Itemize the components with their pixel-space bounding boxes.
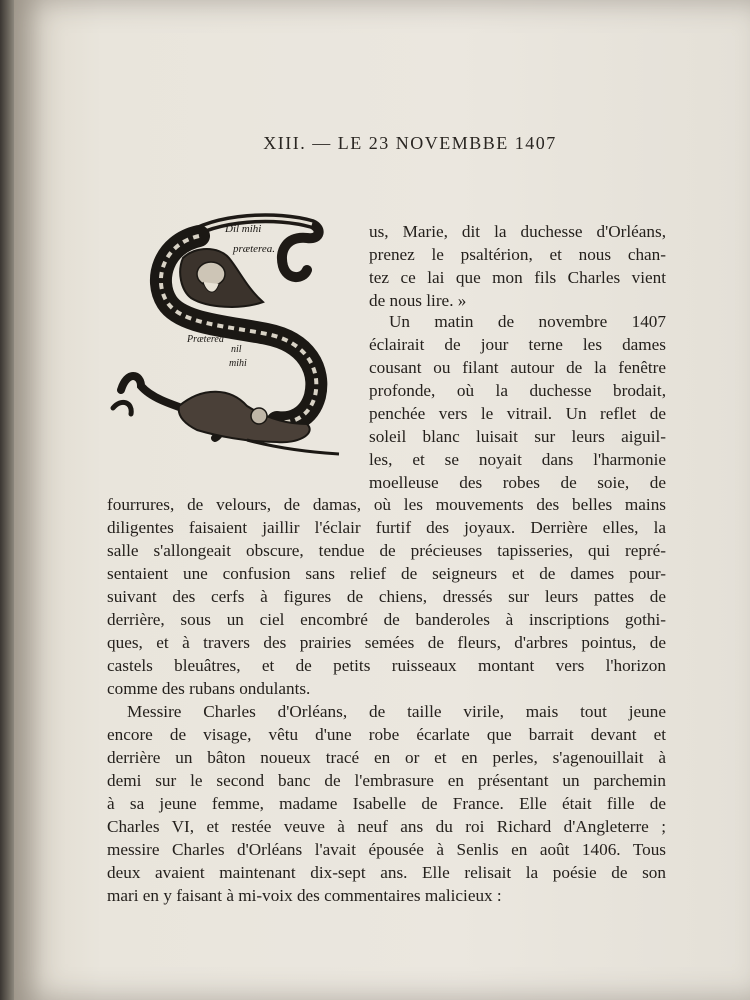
- text-line: derrière, sous un ciel encombré de banderoles à inscriptions gothi-: [107, 610, 666, 629]
- text-line: soleil blanc luisait sur leurs aiguil-: [369, 427, 666, 446]
- chapter-heading: XIII. — LE 23 NOVEMBBE 1407: [263, 133, 557, 153]
- text-line: cousant ou filant autour de la fenêtre: [369, 358, 666, 377]
- text-line: penchée vers le vitrail. Un reflet de: [369, 404, 666, 423]
- text-line: Charles VI, et restée veuve à neuf ans du roi Richard d'Angleterre ;: [107, 817, 666, 836]
- initial-inscription-5: mihi: [229, 358, 247, 369]
- text-line: us, Marie, dit la duchesse d'Orléans,: [369, 222, 666, 241]
- text-line: moelleuse des robes de soie, de: [369, 473, 666, 492]
- text-line: Un matin de novembre 1407: [389, 312, 666, 331]
- text-line: castels bleuâtres, et de petits ruisseaux montant vers l'horizon: [107, 656, 666, 675]
- text-line: deux avaient maintenant dix-sept ans. Elle relisait la poésie de son: [107, 863, 666, 882]
- text-line: sentaient une confusion sans relief de seigneurs et de dames pour-: [107, 564, 666, 583]
- text-line: de nous lire. »: [369, 291, 467, 310]
- text-line: demi sur le second banc de l'embrasure en présentant un parchemin: [107, 771, 666, 790]
- text-line: derrière un bâton noueux tracé en or et en perles, s'agenouillait à: [107, 748, 666, 767]
- text-line: salle s'allongeait obscure, tendue de précieuses tapisseries, qui repré-: [107, 541, 666, 560]
- initial-inscription-1: Dil mihi: [225, 223, 262, 235]
- text-line: suivant des cerfs à figures de chiens, dressés sur leurs pattes de: [107, 587, 666, 606]
- illuminated-initial: [107, 210, 353, 465]
- book-gutter: [0, 0, 14, 1000]
- text-line: comme des rubans ondulants.: [107, 679, 311, 698]
- text-line: fourrures, de velours, de damas, où les mouvements des belles mains: [107, 495, 666, 514]
- initial-inscription-4: nil: [231, 344, 242, 355]
- initial-inscription-2: præterea.: [233, 243, 276, 255]
- text-line: messire Charles d'Orléans l'avait épousée à Senlis en août 1406. Tous: [107, 840, 666, 859]
- text-line: prenez le psaltérion, et nous chan-: [369, 245, 666, 264]
- text-line: encore de visage, vêtu d'une robe écarlate que barrait devant et: [107, 725, 666, 744]
- text-line: à sa jeune femme, madame Isabelle de France. Elle était fille de: [107, 794, 666, 813]
- initial-inscription-3: Præterea: [187, 334, 224, 345]
- text-line: Messire Charles d'Orléans, de taille virile, mais tout jeune: [127, 702, 666, 721]
- text-line: les, et se noyait dans l'harmonie: [369, 450, 666, 469]
- text-line: diligentes faisaient jaillir l'éclair furtif des joyaux. Derrière elles, la: [107, 518, 666, 537]
- text-line: mari en y faisant à mi-voix des commentaires malicieux :: [107, 886, 502, 905]
- text-line: tez ce lai que mon fils Charles vient: [369, 268, 666, 287]
- text-line: ques, et à travers des prairies semées de fleurs, d'arbres pointus, de: [107, 633, 666, 652]
- text-line: éclairait de jour terne les dames: [369, 335, 666, 354]
- text-line: profonde, où la duchesse brodait,: [369, 381, 666, 400]
